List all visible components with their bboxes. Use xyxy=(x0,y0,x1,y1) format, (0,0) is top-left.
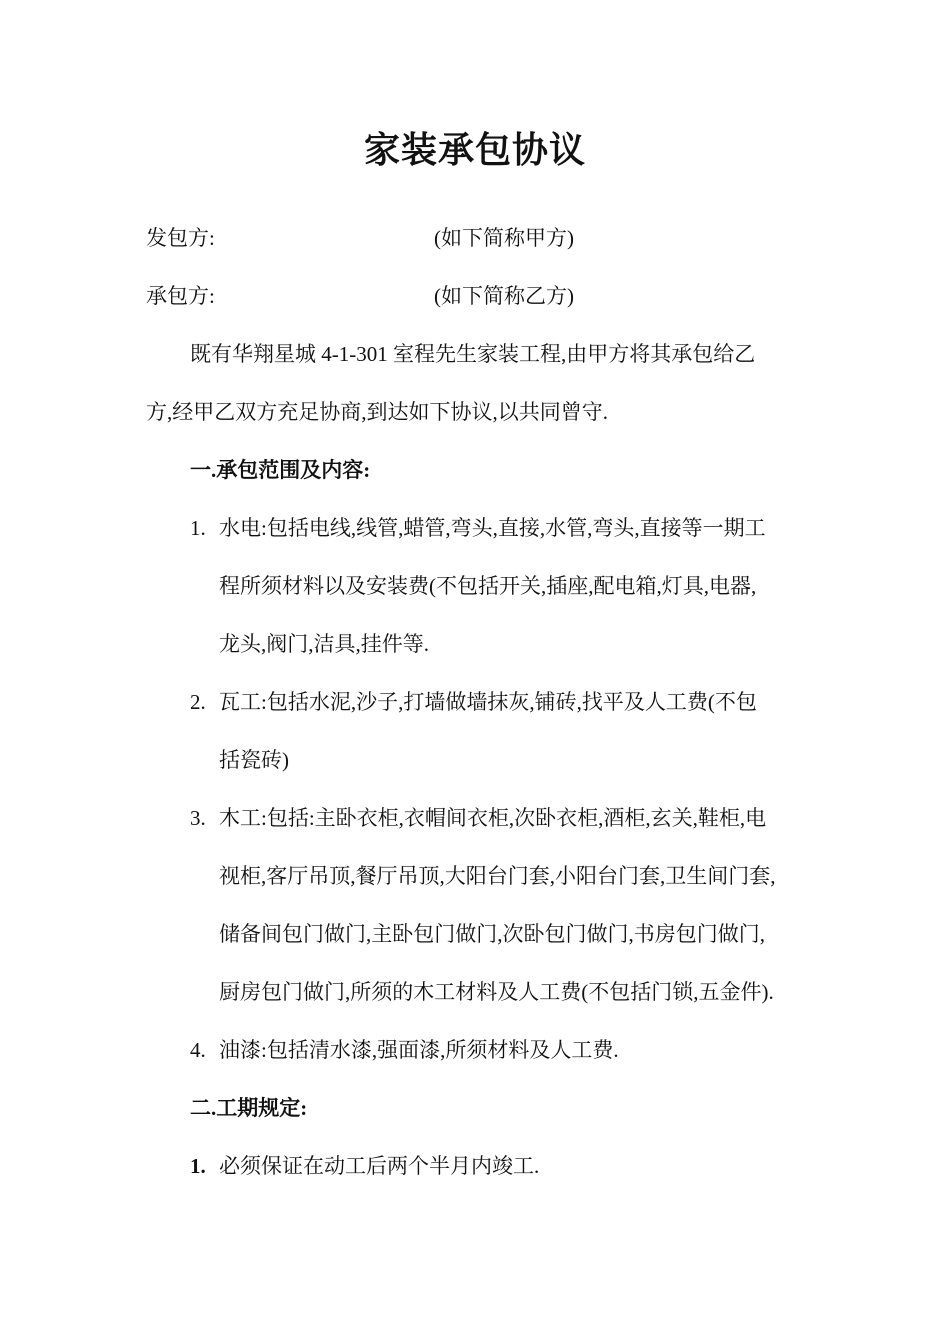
contractor-label: 承包方: xyxy=(146,284,215,308)
list-item-line: 厨房包门做门,所须的木工材料及人工费(不包括门锁,五金件). xyxy=(219,980,774,1004)
list-item-number: 4. xyxy=(190,1038,206,1062)
section-2-heading: 二.工期规定: xyxy=(190,1096,308,1120)
section-1-heading: 一.承包范围及内容: xyxy=(190,458,371,482)
list-item-line: 程所须材料以及安装费(不包括开关,插座,配电箱,灯具,电器, xyxy=(219,574,757,598)
list-item-line: 木工:包括:主卧衣柜,衣帽间衣柜,次卧衣柜,酒柜,玄关,鞋柜,电 xyxy=(219,806,767,830)
list-item-line: 视柜,客厅吊顶,餐厅吊顶,大阳台门套,小阳台门套,卫生间门套, xyxy=(219,864,776,888)
issuer-note: (如下简称甲方) xyxy=(434,226,574,250)
list-item-line: 龙头,阀门,洁具,挂件等. xyxy=(219,632,429,656)
document-title: 家装承包协议 xyxy=(363,130,586,170)
list-item-line: 括瓷砖) xyxy=(219,748,289,772)
list-item-line: 油漆:包括清水漆,强面漆,所须材料及人工费. xyxy=(219,1038,619,1062)
list-item-number: 3. xyxy=(190,806,206,830)
list-item-line: 必须保证在动工后两个半月内竣工. xyxy=(219,1154,540,1178)
list-item-line: 储备间包门做门,主卧包门做门,次卧包门做门,书房包门做门, xyxy=(219,922,765,946)
list-item-number: 1. xyxy=(190,1154,206,1178)
list-item-line: 瓦工:包括水泥,沙子,打墙做墙抹灰,铺砖,找平及人工费(不包 xyxy=(219,690,757,714)
list-item-line: 水电:包括电线,线管,蜡管,弯头,直接,水管,弯头,直接等一期工 xyxy=(219,516,766,540)
issuer-label: 发包方: xyxy=(146,226,215,250)
intro-line-1: 既有华翔星城 4-1-301 室程先生家装工程,由甲方将其承包给乙 xyxy=(190,342,756,366)
list-item-number: 2. xyxy=(190,690,206,714)
list-item-number: 1. xyxy=(190,516,206,540)
contractor-note: (如下简称乙方) xyxy=(434,284,574,308)
intro-line-2: 方,经甲乙双方充足协商,到达如下协议,以共同曾守. xyxy=(146,400,608,424)
